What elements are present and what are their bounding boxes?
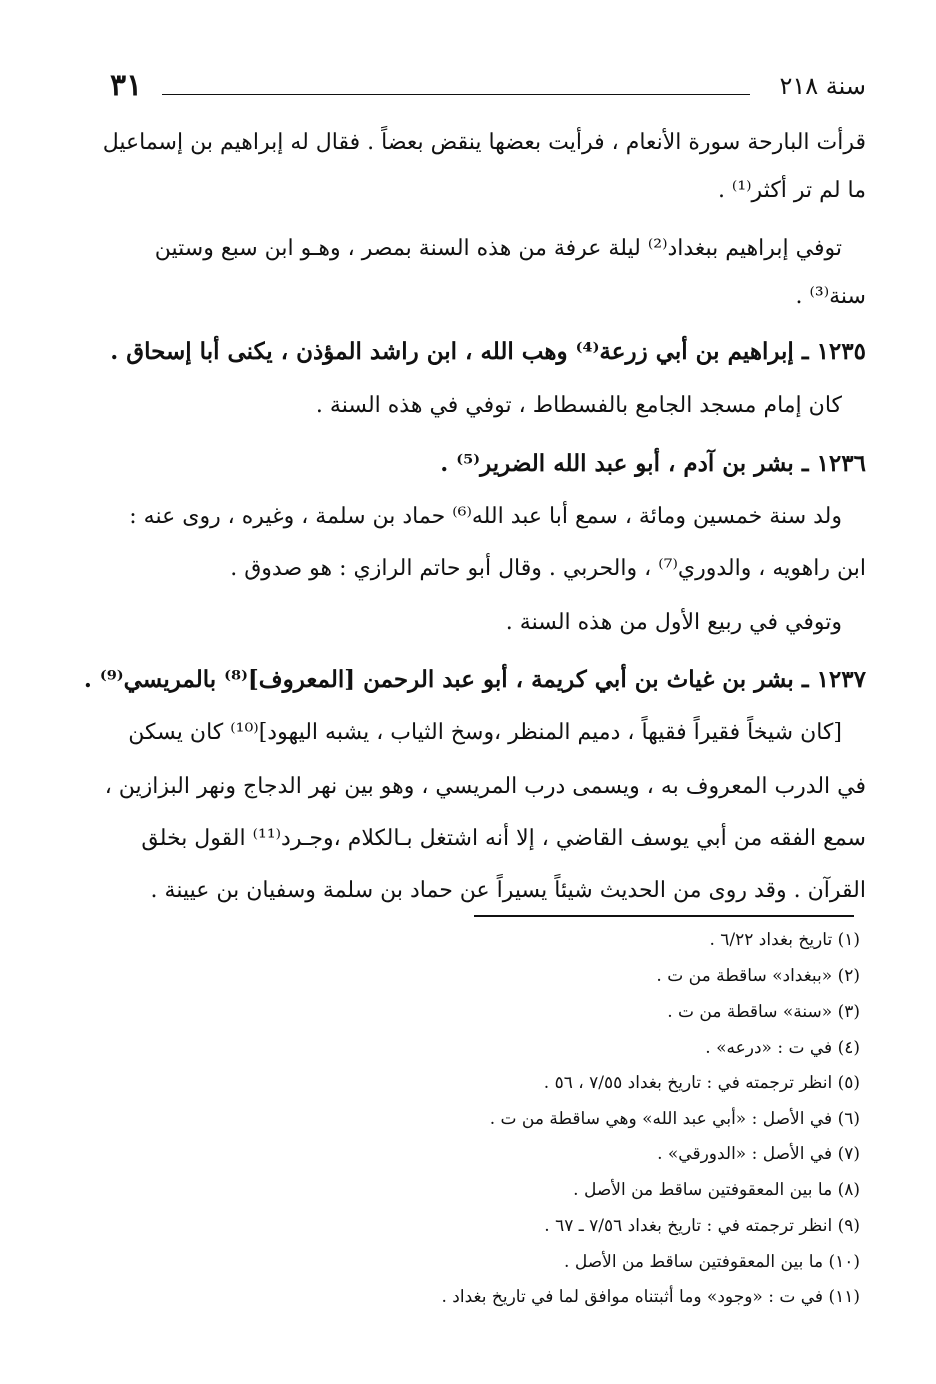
- footnote: (١١) في ت : «وجود» وما أثبتناه موافق لما في تاريخ بغداد .: [441, 1287, 860, 1307]
- text-line: ما لم تر أكثر⁽¹⁾ .: [717, 178, 866, 203]
- footnote: (٥) انظر ترجمته في : تاريخ بغداد ٧/٥٥ ، ٥٦ .: [543, 1073, 860, 1093]
- footnote: (١٠) ما بين المعقوفتين ساقط من الأصل .: [564, 1252, 860, 1272]
- text-line: سمع الفقه من أبي يوسف القاضي ، إلا أنه اشتغل بـالكلام ،وجـرد⁽¹¹⁾ القول بخلق: [141, 826, 866, 851]
- running-header-year: سنة ٢١٨: [779, 72, 866, 100]
- text-line: ولد سنة خمسين ومائة ، سمع أبا عبد الله⁽⁶⁾ حماد بن سلمة ، وغيره ، روى عنه :: [129, 504, 842, 529]
- text-line: وتوفي في ربيع الأول من هذه السنة .: [505, 610, 842, 635]
- running-header: [110, 66, 866, 112]
- footnote-separator: [474, 915, 854, 917]
- footnote: (٤) في ت : «درعه» .: [705, 1038, 860, 1058]
- text-line: توفي إبراهيم ببغداد⁽²⁾ ليلة عرفة من هذه السنة بمصر ، وهـو ابن سبع وستين: [154, 236, 842, 261]
- footnote: (٩) انظر ترجمته في : تاريخ بغداد ٧/٥٦ ـ ٦٧ .: [544, 1216, 860, 1236]
- entry-heading-1235: ١٢٣٥ ـ إبراهيم بن أبي زرعة⁽⁴⁾ وهب الله ، ابن راشد المؤذن ، يكنى أبا إسحاق .: [110, 338, 866, 365]
- entry-heading-1236: ١٢٣٦ ـ بشر بن آدم ، أبو عبد الله الضرير⁽⁵⁾ .: [440, 450, 866, 477]
- text-line: قرأت البارحة سورة الأنعام ، فرأيت بعضها ينقض بعضاً . فقال له إبراهيم بن إسماعيل: [102, 130, 866, 155]
- footnote: (٣) «سنة» ساقطة من ت .: [667, 1002, 860, 1022]
- footnote: (١) تاريخ بغداد ٦/٢٢ .: [709, 930, 860, 950]
- text-line: في الدرب المعروف به ، ويسمى درب المريسي ، وهو بين نهر الدجاج ونهر البزازين ،: [104, 774, 866, 799]
- entry-heading-1237: ١٢٣٧ ـ بشر بن غياث بن أبي كريمة ، أبو عبد الرحمن [المعروف]⁽⁸⁾ بالمريسي⁽⁹⁾ .: [83, 666, 866, 693]
- text-line: [كان شيخاً فقيراً فقيهاً ، دميم المنظر ،وسخ الثياب ، يشبه اليهود]⁽¹⁰⁾ كان يسكن: [128, 720, 842, 745]
- text-line: القرآن . وقد روى من الحديث شيئاً يسيراً عن حماد بن سلمة وسفيان بن عيينة .: [150, 878, 866, 903]
- footnote: (٢) «ببغداد» ساقطة من ت .: [656, 966, 860, 986]
- header-rule: [162, 94, 750, 95]
- footnote: (٦) في الأصل : «أبي عبد الله» وهي ساقطة من ت .: [489, 1109, 860, 1129]
- text-line: سنة⁽³⁾ .: [795, 284, 866, 309]
- text-line: كان إمام مسجد الجامع بالفسطاط ، توفي في هذه السنة .: [315, 393, 842, 418]
- page-number: ٣١: [110, 68, 143, 103]
- footnote: (٨) ما بين المعقوفتين ساقط من الأصل .: [573, 1180, 860, 1200]
- text-line: ابن راهويه ، والدوري⁽⁷⁾ ، والحربي . وقال أبو حاتم الرازي : هو صدوق .: [230, 556, 866, 581]
- footnote: (٧) في الأصل : «الدورقي» .: [657, 1144, 860, 1164]
